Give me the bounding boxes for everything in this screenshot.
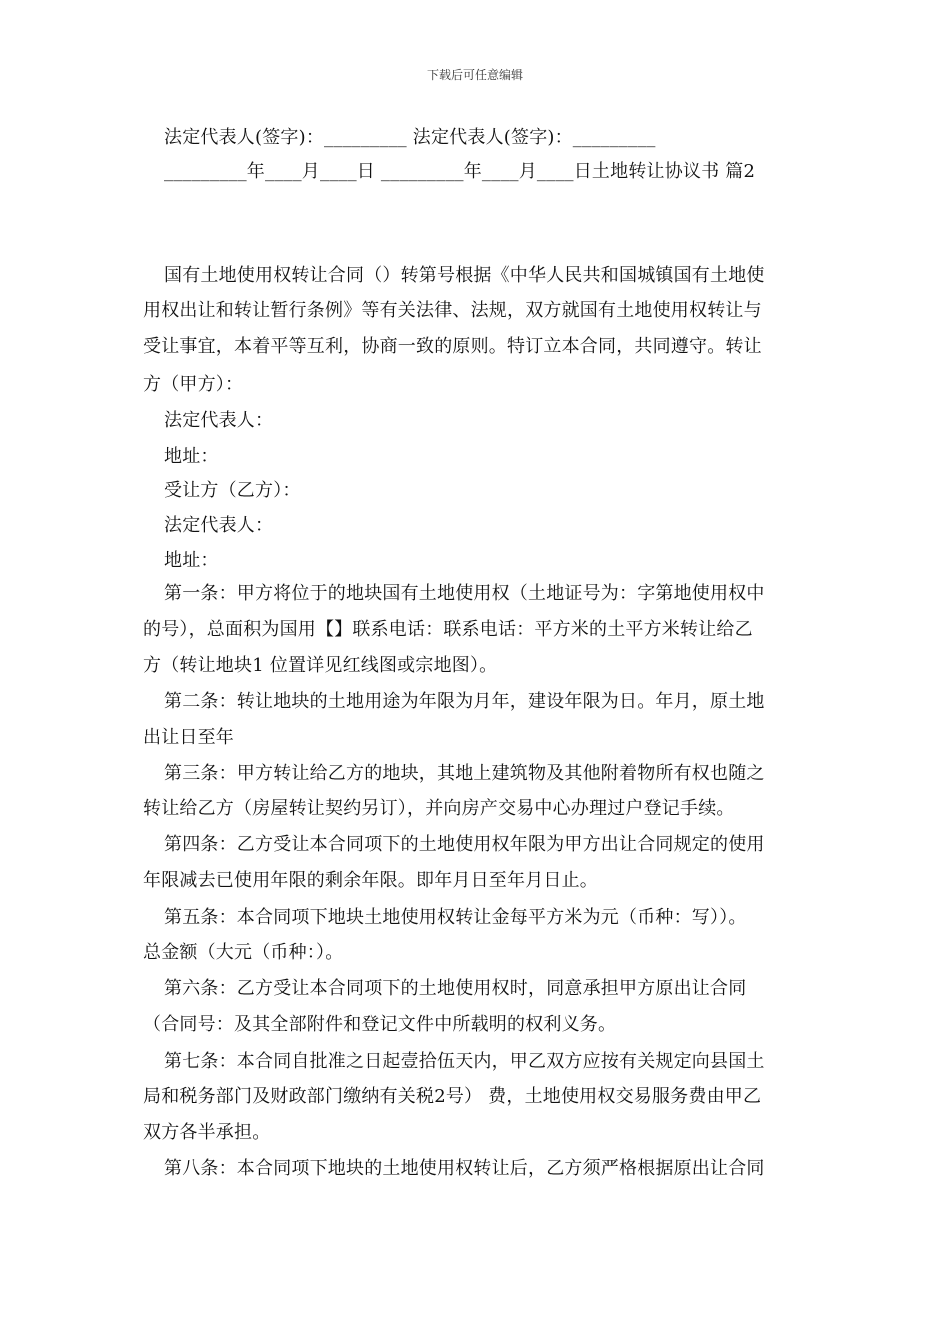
body-line: 转让给乙方（房屋转让契约另订），并向房产交易中心办理过户登记手续。 [143, 798, 735, 819]
body-line: 法定代表人： [164, 410, 274, 431]
body-line: 年限减去已使用年限的剩余年限。即年月日至年月日止。 [143, 870, 598, 891]
body-line: 用权出让和转让暂行条例》等有关法律、法规，双方就国有土地使用权转让与 [143, 300, 762, 321]
body-line: 第四条：乙方受让本合同项下的土地使用权年限为甲方出让合同规定的使用 [164, 834, 765, 855]
body-line: （合同号：及其全部附件和登记文件中所载明的权利义务。 [143, 1014, 617, 1035]
body-line: 法定代表人： [164, 515, 274, 536]
body-line: 受让事宜，本着平等互利，协商一致的原则。特订立本合同，共同遵守。转让 [143, 336, 762, 357]
body-line: 双方各半承担。 [143, 1122, 271, 1143]
body-line: 的号），总面积为国用【】联系电话：联系电话：平方米的土平方米转让给乙 [143, 619, 753, 640]
body-line: 地址： [164, 550, 219, 571]
body-line: 第五条：本合同项下地块土地使用权转让金每平方米为元（币种：写））。 [164, 907, 747, 928]
body-line: 第一条：甲方将位于的地块国有土地使用权（土地证号为：字第地使用权中 [164, 583, 765, 604]
body-line: 国有土地使用权转让合同（）转第号根据《中华人民共和国城镇国有土地使 [164, 265, 765, 286]
body-line: 方（甲方）： [143, 374, 244, 395]
body-line: 总金额（大元（币种：）。 [143, 942, 344, 963]
date-title-line: _________年____月____日 _________年____月____日土地转让协议书 篇2 [164, 161, 756, 182]
body-line: 出让日至年 [143, 727, 234, 748]
page-header-note: 下载后可任意编辑 [426, 68, 523, 82]
body-line: 第三条：甲方转让给乙方的地块，其地上建筑物及其他附着物所有权也随之 [164, 763, 765, 784]
body-line: 受让方（乙方）： [164, 480, 301, 501]
body-line: 第七条：本合同自批准之日起壹拾伍天内，甲乙双方应按有关规定向县国土 [164, 1051, 765, 1072]
body-line: 局和税务部门及财政部门缴纳有关税2号） 费，土地使用权交易服务费由甲乙 [143, 1086, 762, 1107]
body-line: 第六条：乙方受让本合同项下的土地使用权时，同意承担甲方原出让合同 [164, 978, 747, 999]
body-line: 地址： [164, 446, 219, 467]
body-line: 第二条：转让地块的土地用途为年限为月年，建设年限为日。年月，原土地 [164, 691, 765, 712]
body-line: 方（转让地块1 位置详见红线图或宗地图）。 [143, 655, 498, 676]
signature-line: 法定代表人(签字)：_________ 法定代表人(签字)：_________ [164, 127, 656, 148]
body-line: 第八条：本合同项下地块的土地使用权转让后，乙方须严格根据原出让合同 [164, 1158, 765, 1179]
